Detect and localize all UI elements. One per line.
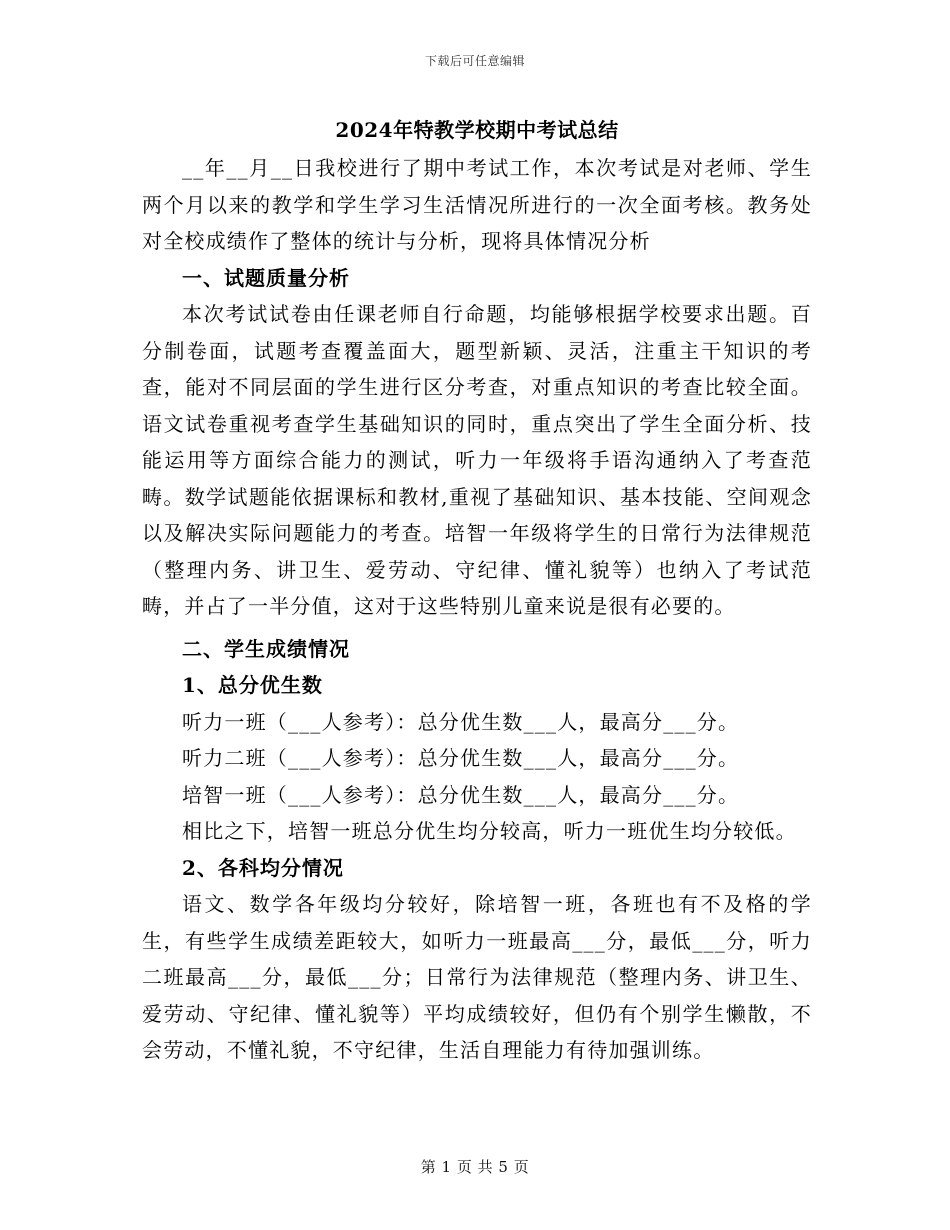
page-header: 下载后可任意编辑 <box>424 54 525 68</box>
intro-paragraph: __年__月__日我校进行了期中考试工作，本次考试是对老师、学生两个月以来的教学和学生学习生活情况所进行的一次全面考核。教务处对全校成绩作了整体的统计与分析，现将具体情况分析 <box>142 156 812 253</box>
page-footer: 第 1 页 共 5 页 <box>420 1158 530 1176</box>
subsection-2-2-heading: 2、各科均分情况 <box>182 855 344 880</box>
document-body <box>142 114 812 1069</box>
score-line-hearing-class-2: 听力二班（___人参考）：总分优生数___人，最高分___分。 <box>182 746 740 770</box>
subsection-2-1-heading: 1、总分优生数 <box>182 673 323 697</box>
section-2-heading: 二、学生成绩情况 <box>182 636 350 661</box>
score-comparison-line: 相比之下，培智一班总分优生均分较高，听力一班优生均分较低。 <box>182 819 797 843</box>
score-line-hearing-class-1: 听力一班（___人参考）：总分优生数___人，最高分___分。 <box>182 709 740 734</box>
section-1-paragraph: 本次考试试卷由任课老师自行命题，均能够根据学校要求出题。百分制卷面，试题考查覆盖面大，题型新颖、灵活，注重主干知识的考查，能对不同层面的学生进行区分考查，对重点知识的考查比较全面。语文试卷重视考查学生基础知识的同时，重点突出了学生全面分析、技能运用等方面综合能力的测试，听力一年级将手语沟通纳入了考查范畴。数学试题能依据课标和教材,重视了基础知识、基本技能、空间观念以及解决实际问题能力的考查。培智一年级将学生的日常行为法律规范（整理内务、讲卫生、爱劳动、守纪律、懂礼貌等）也纳入了考试范畴，并占了一半分值，这对于这些特别儿童来说是很有必要的。 <box>142 302 812 618</box>
subsection-2-2-paragraph: 语文、数学各年级均分较好，除培智一班，各班也有不及格的学生，有些学生成绩差距较大，如听力一班最高___分，最低___分，听力二班最高___分，最低___分；日常行为法律规范（整理内务、讲卫生、爱劳动、守纪律、懂礼貌等）平均成绩较好，但仍有个别学生懒散，不会劳动，不懂礼貌，不守纪律，生活自理能力有待加强训练。 <box>142 892 812 1062</box>
document-title: 2024年特教学校期中考试总结 <box>335 118 619 142</box>
score-line-intellect-class-1: 培智一班（___人参考）：总分优生数___人，最高分___分。 <box>182 782 740 807</box>
section-1-heading: 一、试题质量分析 <box>182 265 350 290</box>
